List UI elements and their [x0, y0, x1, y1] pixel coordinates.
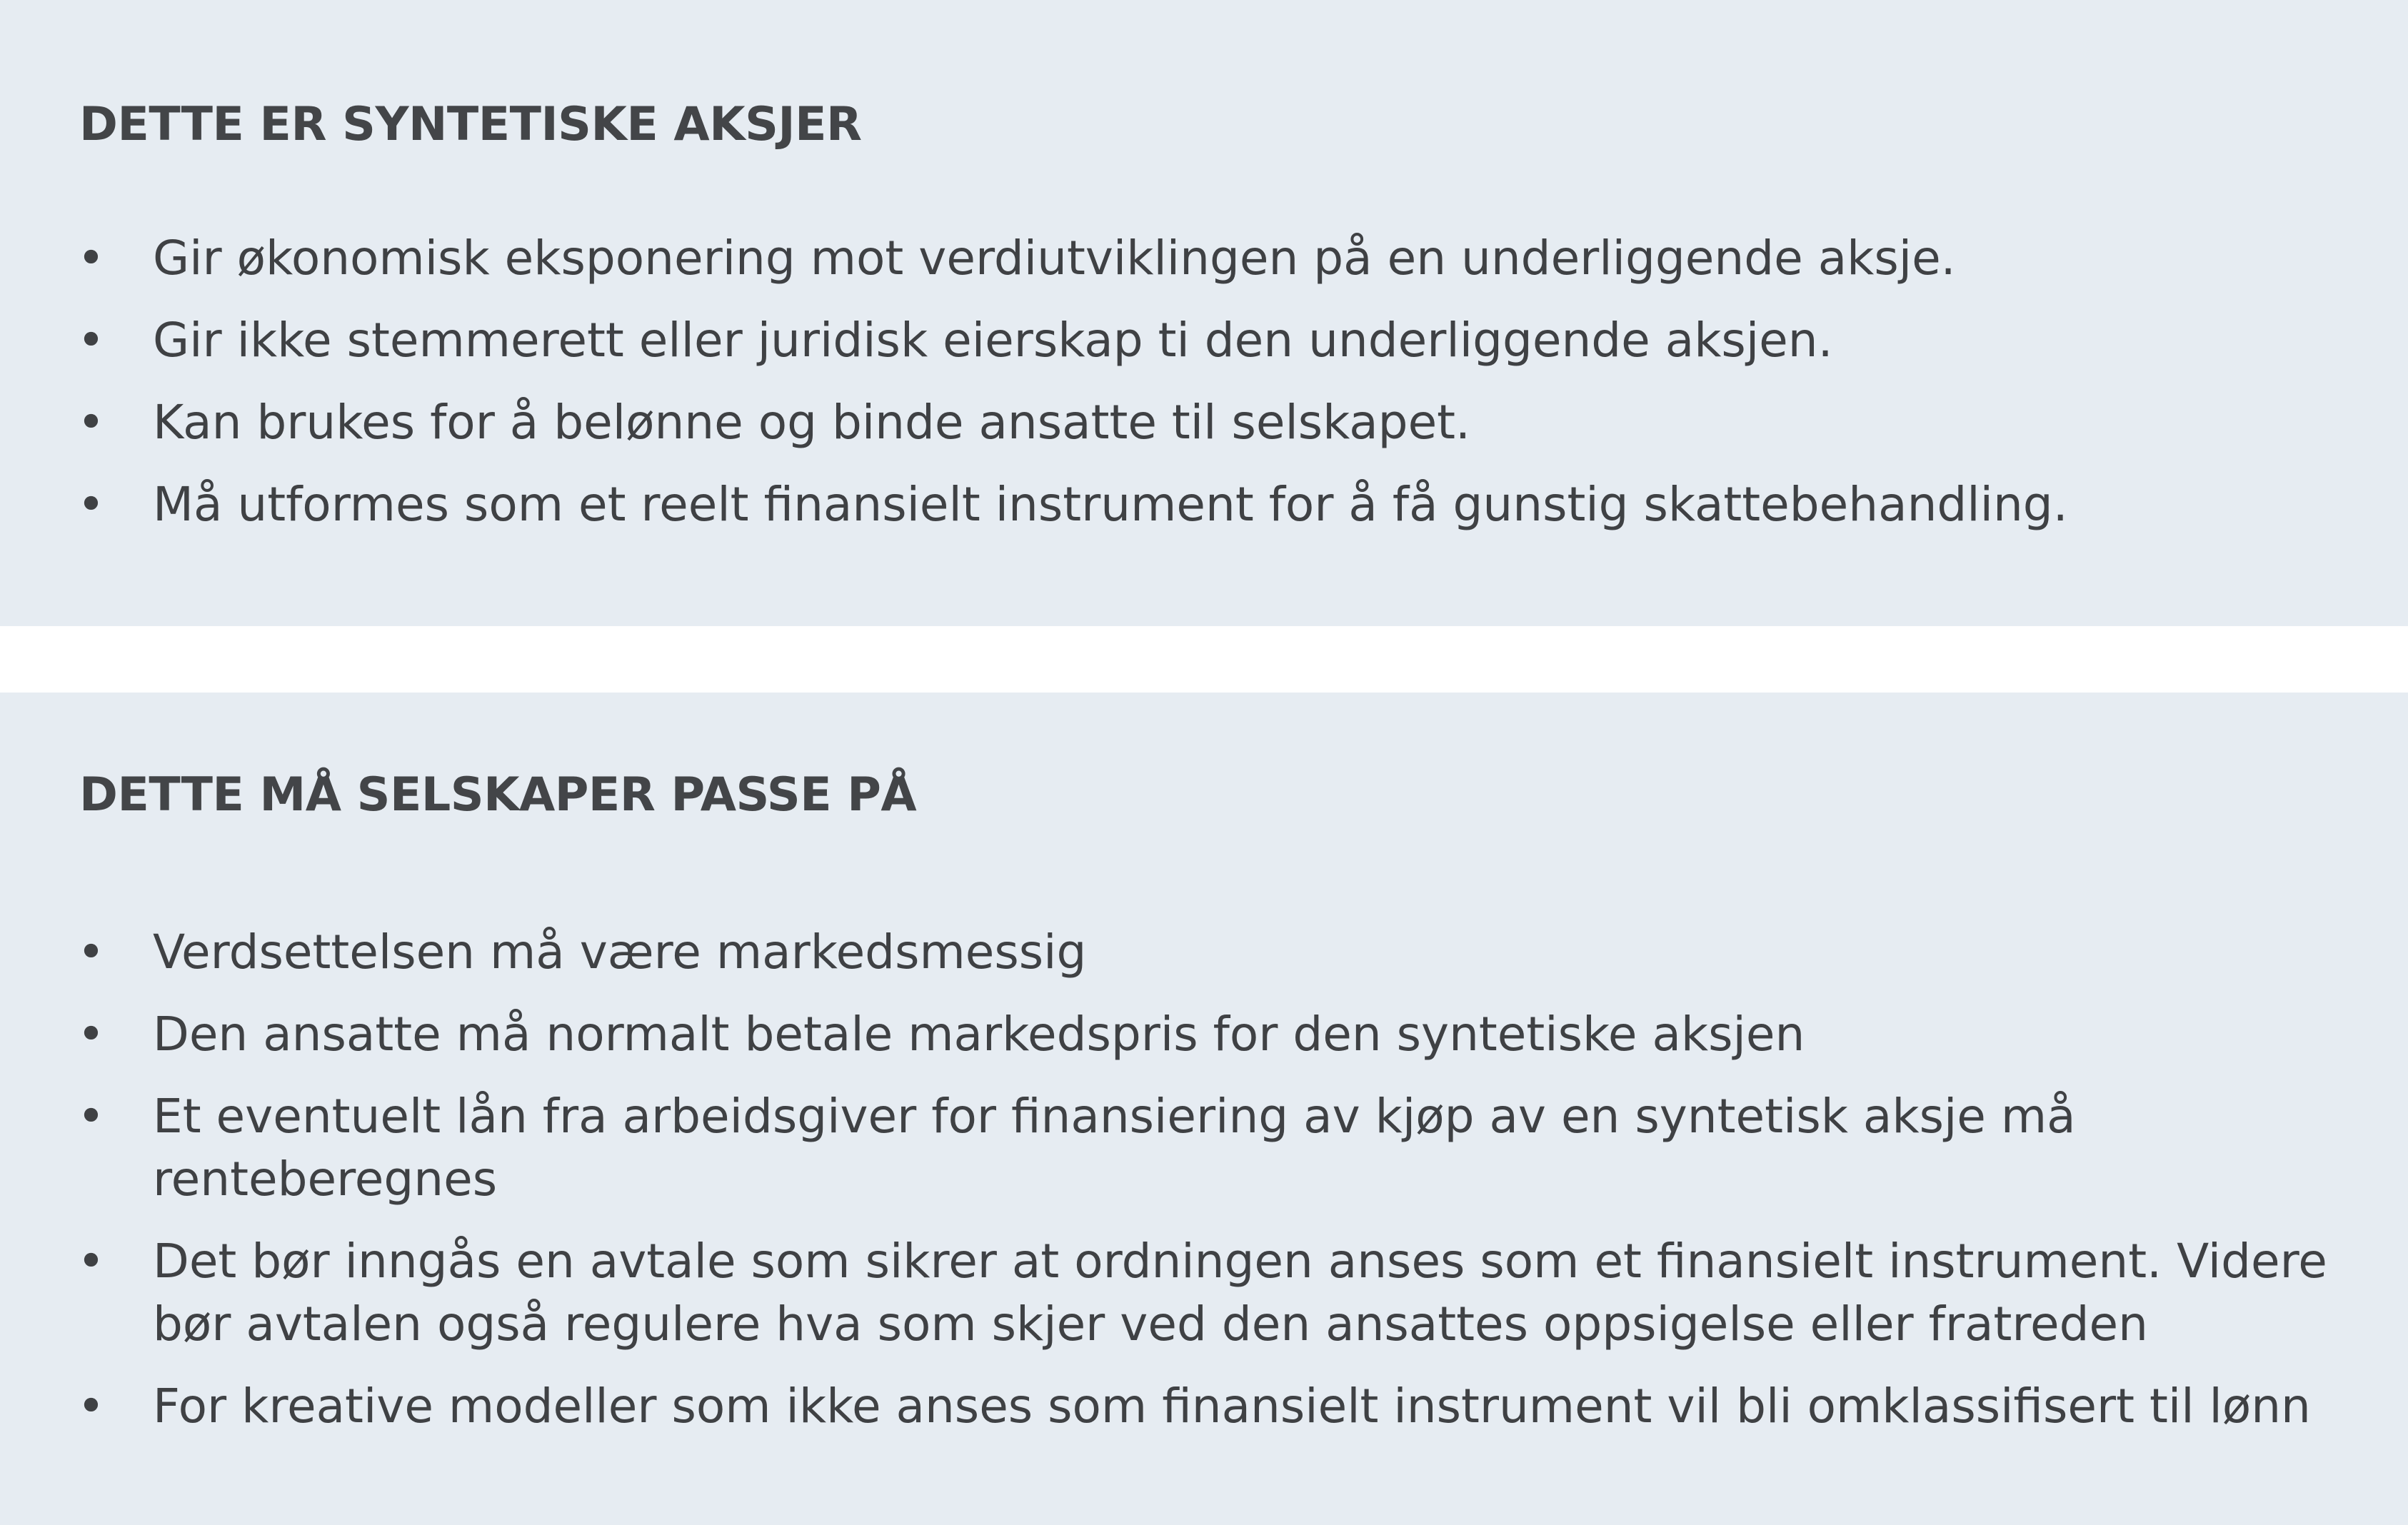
bullet-icon: • — [77, 1234, 105, 1289]
list-item-text: Det bør inngås en avtale som sikrer at ordningen anses som et finansielt instrument. Videre bør avtalen også regulere hva som skjer ved den ansattes oppsigelse eller fratreden — [153, 1234, 2327, 1352]
section-title: DETTE ER SYNTETISKE AKSJER — [79, 98, 862, 151]
bullet-icon: • — [77, 1089, 105, 1144]
bullet-icon: • — [77, 313, 105, 368]
list-item — [77, 921, 2348, 984]
bullet-list — [77, 921, 2348, 1457]
bullet-list — [77, 227, 2348, 555]
list-item-text: Må utformes som et reelt finansielt instrument for å få gunstig skattebehandling. — [153, 477, 2068, 532]
list-item — [77, 227, 2348, 290]
list-item — [77, 1375, 2348, 1438]
list-item-text: Gir økonomisk eksponering mot verdiutviklingen på en underliggende aksje. — [153, 231, 1956, 286]
list-item-text: For kreative modeller som ikke anses som finansielt instrument vil bli omklassifisert til lønn — [153, 1379, 2311, 1434]
bullet-icon: • — [77, 1379, 105, 1434]
companies-beware-panel — [0, 693, 2408, 1525]
bullet-icon: • — [77, 395, 105, 450]
bullet-icon: • — [77, 231, 105, 286]
section-title: DETTE MÅ SELSKAPER PASSE PÅ — [79, 768, 917, 822]
list-item — [77, 1003, 2348, 1066]
bullet-icon: • — [77, 477, 105, 532]
list-item — [77, 1085, 2348, 1211]
bullet-icon: • — [77, 925, 105, 980]
list-item-text: Kan brukes for å belønne og binde ansatte til selskapet. — [153, 395, 1471, 450]
list-item-text: Et eventuelt lån fra arbeidsgiver for finansiering av kjøp av en syntetisk aksje må renteberegnes — [153, 1089, 2076, 1207]
list-item — [77, 309, 2348, 372]
bullet-icon: • — [77, 1007, 105, 1062]
list-item — [77, 1230, 2348, 1356]
list-item — [77, 391, 2348, 454]
list-item — [77, 473, 2348, 536]
list-item-text: Den ansatte må normalt betale markedspris for den syntetiske aksjen — [153, 1007, 1805, 1062]
synthetic-shares-panel — [0, 0, 2408, 626]
list-item-text: Verdsettelsen må være markedsmessig — [153, 925, 1087, 980]
list-item-text: Gir ikke stemmerett eller juridisk eierskap ti den underliggende aksjen. — [153, 313, 1833, 368]
